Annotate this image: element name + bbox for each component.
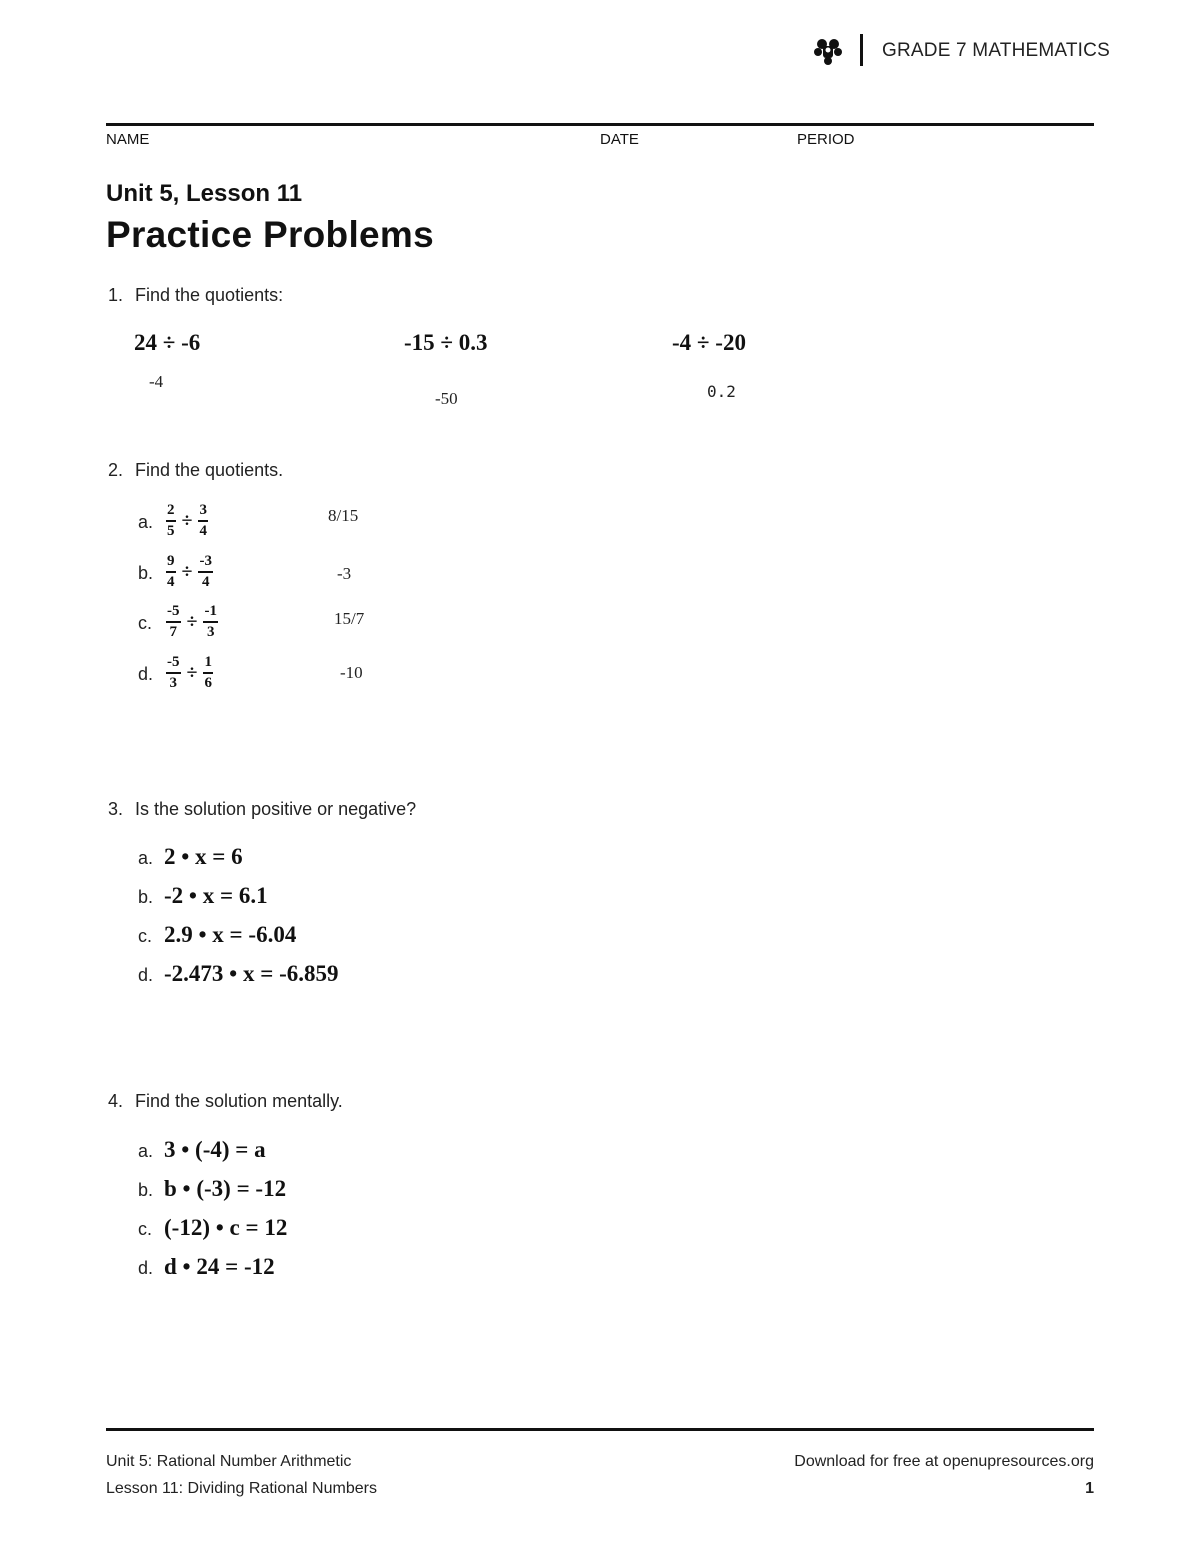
course-title: GRADE 7 MATHEMATICS xyxy=(882,40,1110,61)
q3c-equation: 2.9 • x = -6.04 xyxy=(164,922,297,947)
q2b-expression: $\frac{9}{4}$ ÷ $\frac{-3}{4}$ xyxy=(167,553,212,590)
q2c-label: c. xyxy=(138,613,153,633)
period-field-label: PERIOD xyxy=(797,131,855,148)
q3b-label: b. xyxy=(138,887,154,907)
q4b-label: b. xyxy=(138,1180,154,1200)
q2d-label: d. xyxy=(138,664,154,684)
q3a-equation: 2 • x = 6 xyxy=(164,844,243,869)
name-field-label: NAME xyxy=(106,131,150,148)
q4c-label: c. xyxy=(138,1219,153,1239)
q1-prompt: Find the quotients: xyxy=(135,285,284,305)
q2c-fraction-2: $\frac{-1}{3}$ xyxy=(204,603,217,640)
q2-prompt: Find the quotients. xyxy=(135,460,284,480)
q1-answer-1: -4 xyxy=(149,372,164,391)
top-rule xyxy=(106,123,1094,126)
q3b-equation: -2 • x = 6.1 xyxy=(164,883,268,908)
q4a-label: a. xyxy=(138,1141,154,1161)
q4c-equation: (-12) • c = 12 xyxy=(164,1215,288,1240)
q1-answer-2: -50 xyxy=(435,389,458,408)
q2d-expression: $\frac{-5}{3}$ ÷ $\frac{1}{6}$ xyxy=(167,654,212,691)
q2a-answer: 8/15 xyxy=(328,506,359,525)
q4d-label: d. xyxy=(138,1258,154,1278)
q3d-equation: -2.473 • x = -6.859 xyxy=(164,961,339,986)
footer-rule xyxy=(106,1428,1094,1431)
q4d-equation: d • 24 = -12 xyxy=(164,1254,275,1279)
q4-number: 4. xyxy=(108,1091,124,1111)
page-number: 1 xyxy=(1085,1480,1094,1497)
page-title: Practice Problems xyxy=(106,214,434,255)
q4-prompt: Find the solution mentally. xyxy=(135,1091,343,1111)
openup-logo-icon xyxy=(812,36,844,66)
q2b-label: b. xyxy=(138,563,154,583)
q2c-fraction-1: $\frac{-5}{7}$ xyxy=(167,603,180,640)
q3c-label: c. xyxy=(138,926,153,946)
q1-expr-2: -15 ÷ 0.3 xyxy=(404,330,488,355)
q3-number: 3. xyxy=(108,799,124,819)
q2c-expression: $\frac{-5}{7}$ ÷ $\frac{-1}{3}$ xyxy=(167,603,217,640)
q2b-fraction-2: $\frac{-3}{4}$ xyxy=(199,553,212,590)
q2d-answer: -10 xyxy=(340,663,363,682)
q3a-label: a. xyxy=(138,848,154,868)
q2b-answer: -3 xyxy=(337,564,352,583)
unit-lesson-heading: Unit 5, Lesson 11 xyxy=(106,180,303,207)
footer-lesson: Lesson 11: Dividing Rational Numbers xyxy=(106,1480,377,1497)
q2-number: 2. xyxy=(108,460,124,480)
footer-unit: Unit 5: Rational Number Arithmetic xyxy=(106,1453,352,1470)
q2a-fraction-1: $\frac{2}{5}$ xyxy=(167,502,175,539)
q4b-equation: b • (-3) = -12 xyxy=(164,1176,287,1201)
q4a-equation: 3 • (-4) = a xyxy=(164,1137,266,1162)
q1-answer-3: 0.2 xyxy=(707,382,736,401)
q2d-fraction-2: $\frac{1}{6}$ xyxy=(204,654,212,691)
q3d-label: d. xyxy=(138,965,154,985)
q2a-fraction-2: $\frac{3}{4}$ xyxy=(199,502,207,539)
q1-expr-1: 24 ÷ -6 xyxy=(134,330,201,355)
q1-number: 1. xyxy=(108,285,124,305)
q2b-fraction-1: $\frac{9}{4}$ xyxy=(167,553,175,590)
q1-expr-3: -4 ÷ -20 xyxy=(672,330,746,355)
header-divider xyxy=(860,34,863,66)
q2c-answer: 15/7 xyxy=(334,609,365,628)
q3-prompt: Is the solution positive or negative? xyxy=(135,799,417,819)
q2d-fraction-1: $\frac{-5}{3}$ xyxy=(167,654,180,691)
date-field-label: DATE xyxy=(600,131,639,148)
footer-download-link[interactable]: Download for free at openupresources.org xyxy=(794,1453,1094,1470)
q2a-expression: $\frac{2}{5}$ ÷ $\frac{3}{4}$ xyxy=(167,502,207,539)
q2a-label: a. xyxy=(138,512,154,532)
